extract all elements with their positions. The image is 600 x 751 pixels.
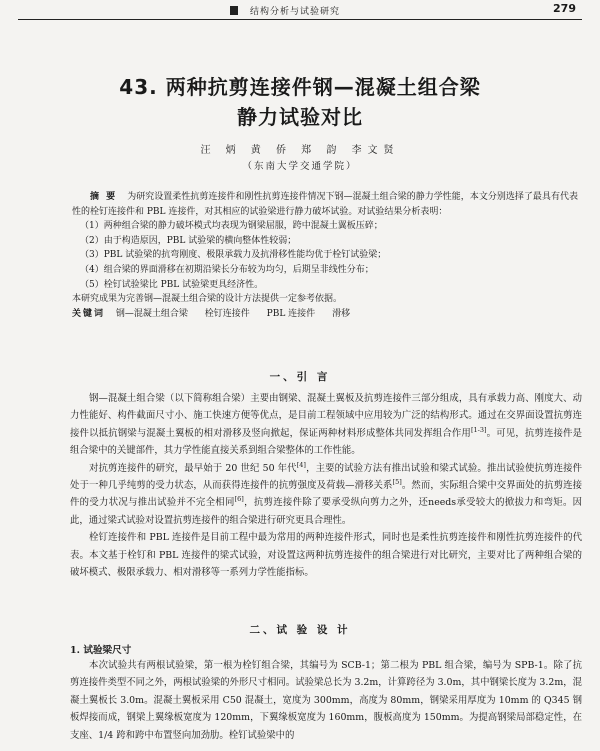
- section-heading-design: 二、试 验 设 计: [249, 624, 351, 636]
- citation: [1-3]: [470, 425, 487, 434]
- intro-p1-text: 钢—混凝土组合梁（以下简称组合梁）主要由钢梁、混凝土翼板及抗剪连接件三部分组成，具有承载力高、刚度大、动力性能好、构件截面尺寸小、施工快速方便等优点，是目前工程领域中应用较为广泛的结构形式。通过在交界面设置抗剪连接件以抵抗钢梁与混凝土翼板的相对滑移及竖向掀起，保证两种材料形成整体共同发挥组合作用: [70, 393, 582, 439]
- abstract-item-4: （4）组合梁的界面滑移在初期沿梁长分布较为均匀，后期呈非线性分布；: [80, 264, 374, 275]
- intro-p2-c: 。然而，实际组合梁中交界面处的抗剪连接件的受力状况与推出试验并不完全相同: [70, 480, 582, 509]
- running-header: [18, 2, 582, 18]
- title-line-2: 静力试验对比: [237, 105, 363, 129]
- abstract-label: 摘 要: [90, 192, 118, 202]
- abstract-item-2: （2）由于构造原因，PBL 试验梁的横向整体性较弱；: [80, 235, 297, 246]
- keywords: [72, 307, 578, 322]
- abstract-lead-text: 为研究设置柔性抗剪连接件和刚性抗剪连接件情况下钢—混凝土组合梁的静力学性能，本文分别选择了最具有代表性的栓钉连接件和 PBL 连接件，对其相应的试验梁进行静力破坏试验。对试验结果分析表明：: [72, 192, 578, 217]
- intro-p2-d: ，抗剪连接件除了要承受纵向剪力之外，还needs承受较大的掀拔力和弯矩。因此，通过梁式试验对设置抗剪连接件的组合梁进行研究更具合理性。: [70, 497, 582, 526]
- page-number: 279: [553, 2, 576, 15]
- abstract-conclusion: 本研究成果为完善钢—混凝土组合梁的设计方法提供一定参考依据。: [72, 294, 343, 305]
- intro-paragraph-3: 栓钉连接件和 PBL 连接件是目前工程中最为常用的两种连接件形式，同时也是柔性抗剪连接件和刚性抗剪连接件的代表。本文基于栓钉和 PBL 连接件的梁式试验，对设置这两种抗剪连接件的组合梁进行对比研究，主要对比了两种组合梁的破坏模式、极限承载力、相对滑移等一系列力学性能指标。: [70, 532, 582, 579]
- citation: [5]: [392, 477, 402, 486]
- keyword: 钢—混凝土组合梁: [115, 308, 188, 319]
- keywords-label: 关键词: [72, 308, 106, 319]
- journal-square-icon: [230, 6, 238, 15]
- affiliation: （东南大学交通学院）: [242, 161, 358, 172]
- keyword: 栓钉连接件: [204, 308, 250, 319]
- abstract-item-3: （3）PBL 试验梁的抗弯刚度、极限承载力及抗滑移性能均优于栓钉试验梁；: [80, 250, 387, 261]
- intro-paragraph-2: [70, 460, 582, 530]
- subsection-heading: 1. 试验梁尺寸: [70, 645, 132, 656]
- paper-title: [0, 72, 600, 132]
- citation: [4]: [296, 460, 306, 469]
- citation: [6]: [234, 495, 244, 504]
- keyword: 滑移: [332, 308, 351, 319]
- authors: 汪 炳 黄 侨 郑 韵 李文贤: [200, 145, 400, 156]
- abstract-lead: [72, 190, 578, 219]
- intro-p1-tail: 。可见，抗剪连接件是组合梁中的关键部件，其力学性能直接关系到组合梁整体的工作性能。: [70, 427, 582, 457]
- intro-paragraph-1: [70, 390, 582, 460]
- abstract: [72, 190, 578, 321]
- introduction-body: [70, 390, 582, 581]
- header-rule: [18, 19, 582, 20]
- journal-name: 结构分析与试验研究: [250, 7, 341, 17]
- design-body: [70, 657, 582, 744]
- abstract-item-1: （1）两种组合梁的静力破坏模式均表现为钢梁屈服，跨中混凝土翼板压碎；: [80, 221, 383, 232]
- keyword: PBL 连接件: [266, 308, 316, 319]
- abstract-item-5: （5）栓钉试验梁比 PBL 试验梁更具经济性。: [80, 279, 264, 290]
- title-line-1: 43. 两种抗剪连接件钢—混凝土组合梁: [119, 75, 481, 99]
- intro-p2-a: 对抗剪连接件的研究，最早始于 20 世纪 50 年代: [89, 462, 297, 474]
- design-paragraph-1: 本次试验共有两根试验梁，第一根为栓钉组合梁，其编号为 SCB-1；第二根为 PBL 组合梁，编号为 SPB-1。除了抗剪连接件类型不同之外，两根试验梁的外形尺寸相同。试验梁总长为 3.2m，计算跨径为 3.0m，其中钢梁长度为 3.2m，混凝土翼板长 3.0m。混凝土翼板采用 C50 混凝土，宽度为 300mm，高度为 80mm，钢梁采用厚度为 10mm 的 Q345 钢板焊接而成，钢梁上翼缘板宽度为 120mm，下翼缘板宽度为 160mm，腹板高度为 150mm。为提高钢梁局部稳定性，在支座、1/4 跨和跨中布置竖向加劲肋。栓钉试验梁中的: [70, 660, 582, 741]
- section-heading-introduction: 一、引 言: [269, 371, 331, 383]
- intro-p2-b: ，主要的试验方法有推出试验和梁式试验。推出试验使抗剪连接件处于一种几乎纯剪的受力状态，从而获得连接件的抗剪强度及荷载—滑移关系: [70, 462, 583, 492]
